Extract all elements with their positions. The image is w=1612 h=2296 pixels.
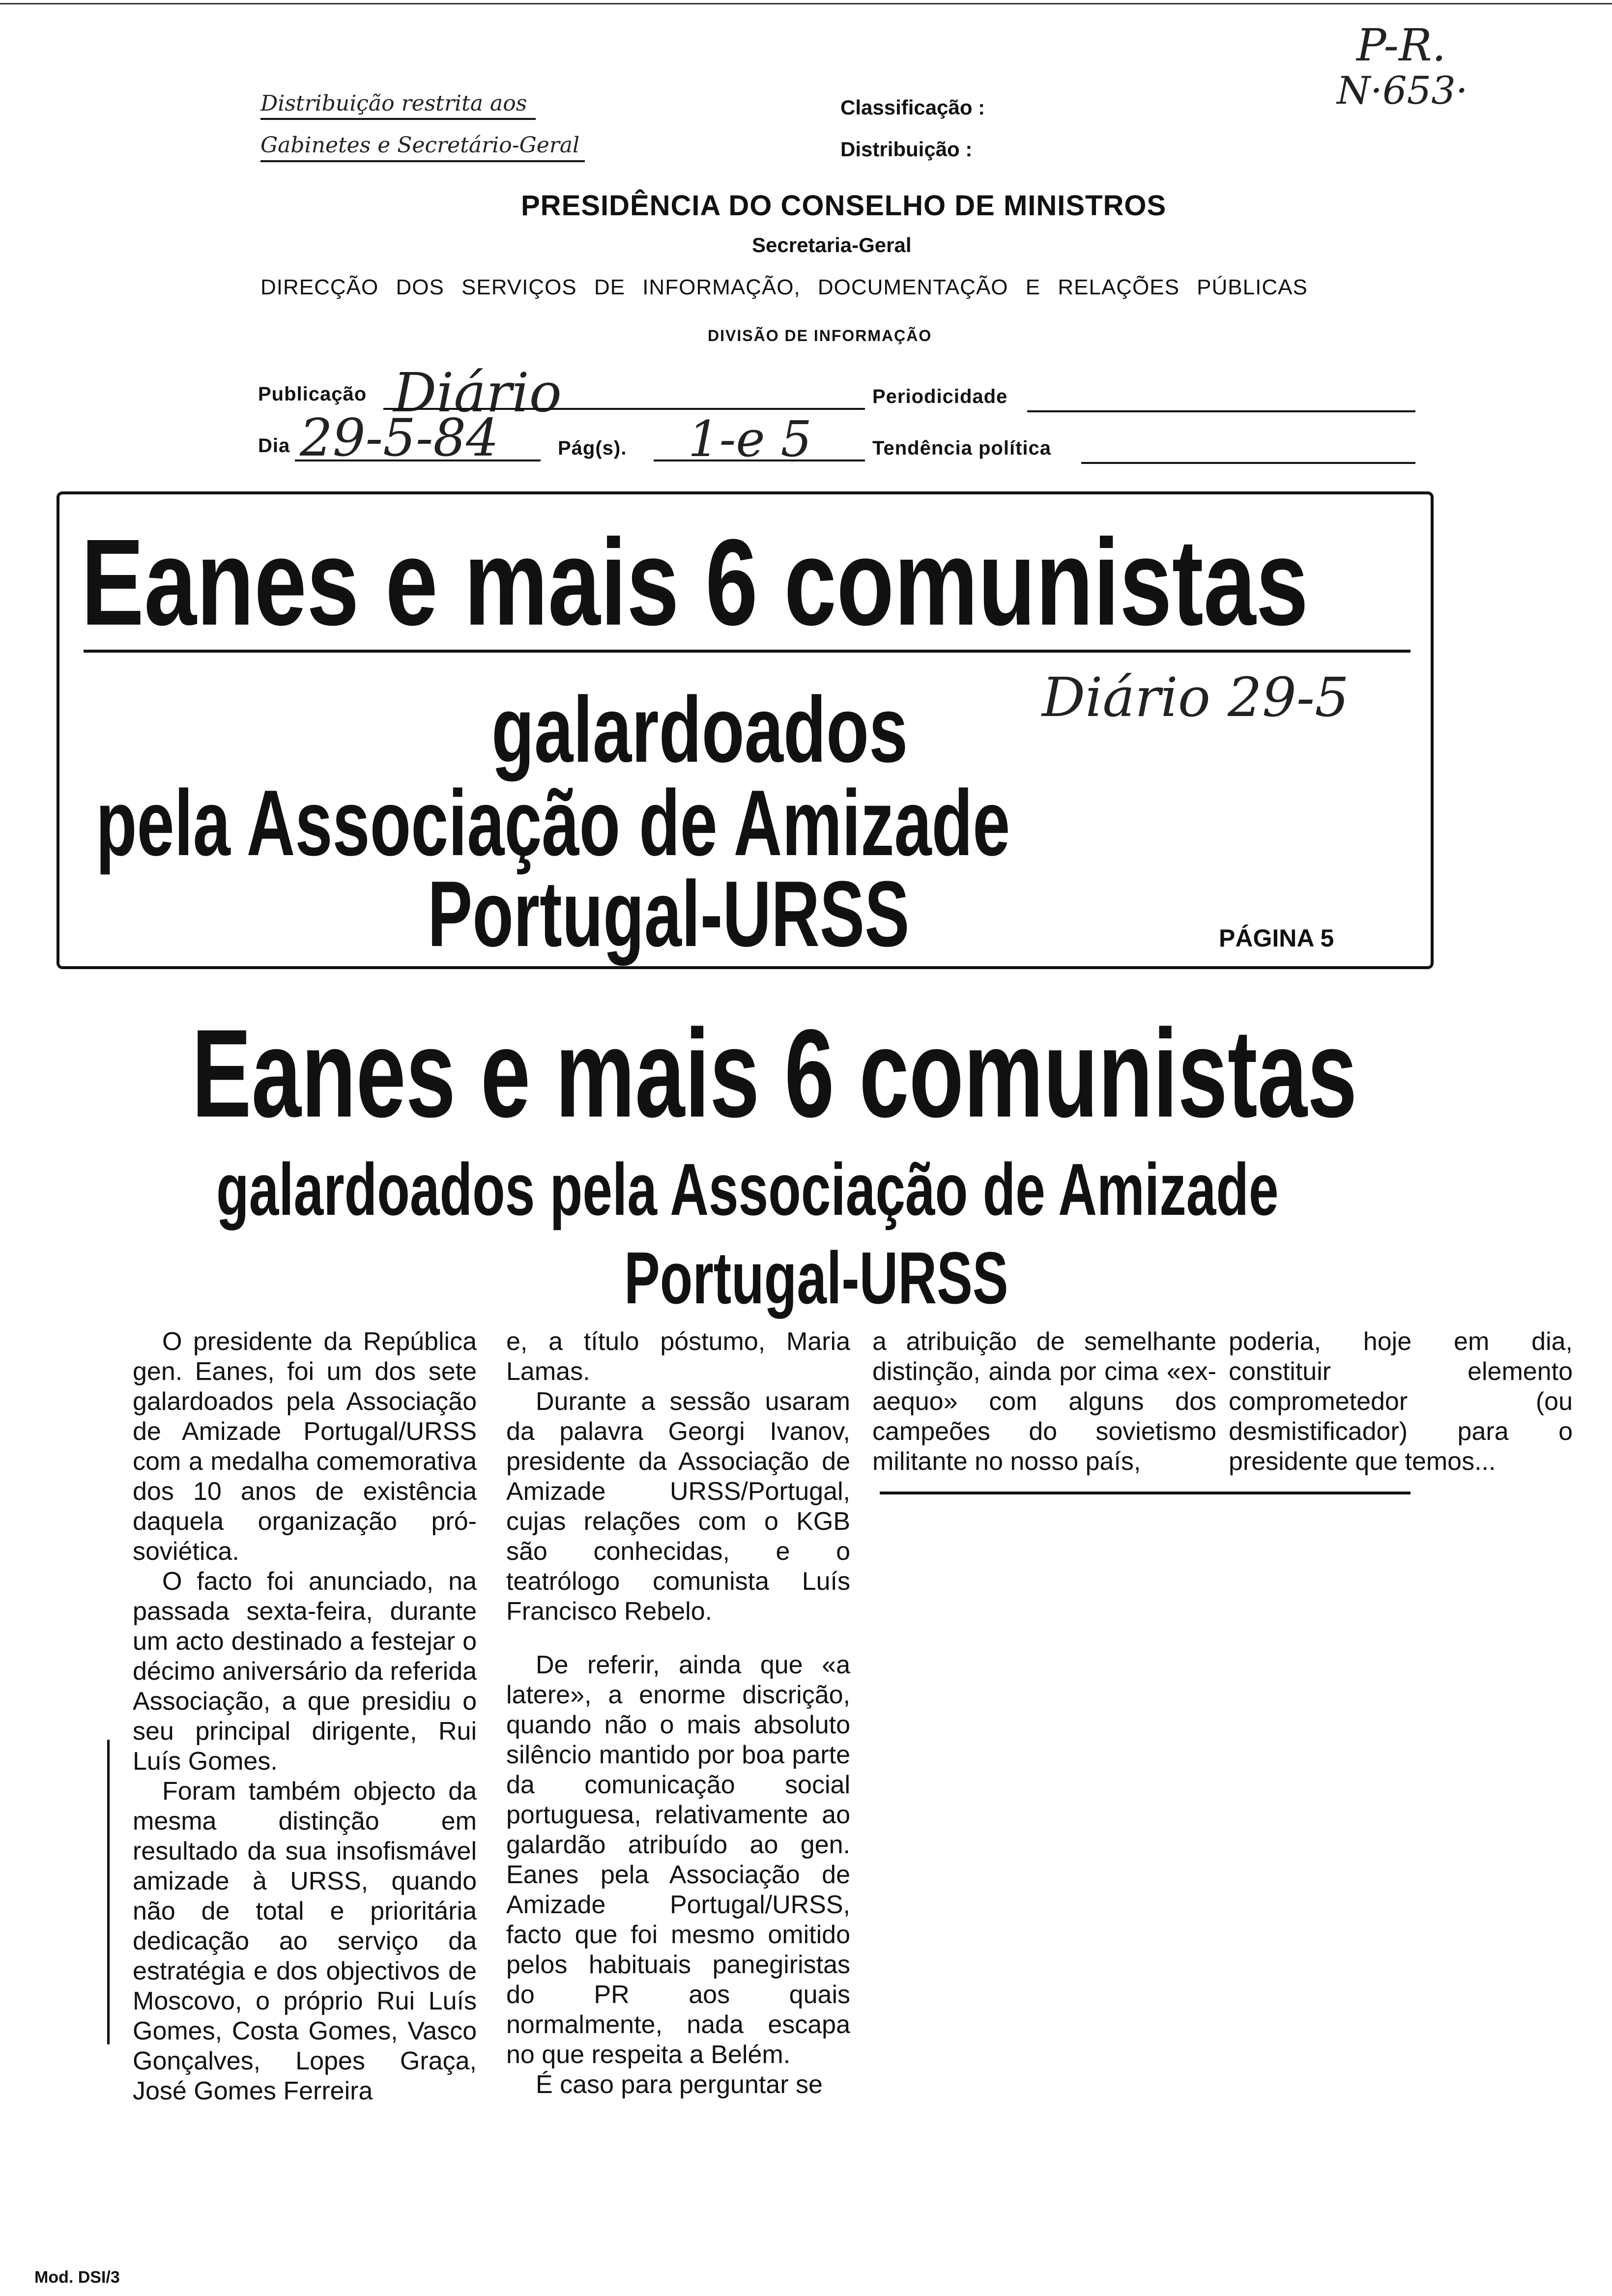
dia-underline [295, 459, 541, 461]
article-end-rule [880, 1492, 1410, 1494]
periodicidade-underline [1027, 410, 1415, 412]
dia-label: Dia [258, 435, 290, 457]
divisao-line: DIVISÃO DE INFORMAÇÃO [708, 327, 932, 344]
main-headline-2-text: galardoados pela Associação de Amizade [216, 1148, 1279, 1231]
pags-underline [654, 459, 865, 461]
handwritten-ref-1: P-R. [1356, 20, 1446, 71]
publicacao-value: Diário [393, 361, 562, 424]
article-paragraph: e, a título póstumo, Maria Lamas. [506, 1327, 850, 1386]
article-paragraph: O presidente da República gen. Eanes, foi um dos sete galardoados pela Associação de Amizade Portugal/URSS com a medalha comemorativa dos 10 anos de existência daquela organização pró-soviética. [133, 1327, 477, 1566]
article-paragraph: a atribuição de semelhante distinção, ainda por cima «ex-aequo» com alguns dos campeões do sovietismo militante no nosso país, [872, 1327, 1216, 1476]
article-paragraph: O facto foi anunciado, na passada sexta-feira, durante um acto destinado a festejar o décimo aniversário da referida Associação, a que presidiu o seu principal dirigente, Rui Luís Gomes. [133, 1567, 477, 1776]
direccao-line: DIRECÇÃO DOS SERVIÇOS DE INFORMAÇÃO, DOCUMENTAÇÃO E RELAÇÕES PÚBLICAS [260, 275, 1308, 299]
clipping-top-rule [84, 650, 1410, 653]
dia-value: 29-5-84 [300, 408, 499, 468]
pags-value: 1-e 5 [688, 410, 812, 468]
tendencia-label: Tendência política [872, 437, 1051, 459]
margin-mark [107, 1740, 110, 2044]
main-headline-1 [192, 1003, 1612, 1145]
clipping-top-headline-2-text: galardoados [491, 678, 908, 782]
publicacao-label: Publicação [258, 383, 367, 405]
clipping-top-headline-1 [81, 514, 1612, 661]
article-column-3 [872, 1327, 1216, 1477]
classificacao-label: Classificação : [840, 96, 985, 119]
clipping-top-headline-3-text: pela Associação de Amizade [96, 771, 1010, 875]
top-rule [0, 3, 1612, 4]
article-paragraph: Foram também objecto da mesma distinção em resultado da sua insofismável amizade à URSS, quando não de total e prioritária dedicação ao serviço da estratégia e dos objectivos de Moscovo, o próprio Rui Luís Gomes, Costa Gomes, Vasco Gonçalves, Lopes Graça, José Gomes Ferreira [133, 1777, 477, 2105]
article-paragraph: De referir, ainda que «a latere», a enorme discrição, quando não o mais absoluto silêncio mantido por boa parte da comunicação social portuguesa, relativamente ao galardão atribuído ao gen. Eanes pela Associação de Amizade Portugal/URSS, facto que foi mesmo omitido pelos habituais panegiristas do PR aos quais normalmente, nada escapa no que respeita a Belém. [506, 1651, 850, 2069]
clipping-top-handwritten-note: Diário 29-5 [1042, 666, 1350, 729]
main-headline-3 [624, 1236, 1152, 1320]
clipping-top-headline-4 [428, 862, 1097, 966]
clipping-top-headline-4-text: Portugal-URSS [428, 862, 910, 966]
restricted-underline-2 [260, 160, 585, 162]
restricted-line-1: Distribuição restrita aos [260, 91, 527, 116]
pags-label: Pág(s). [558, 437, 627, 459]
clipping-top-headline-1-text: Eanes e mais 6 comunistas [81, 514, 1309, 651]
clipping-top-page-ref: PÁGINA 5 [1219, 924, 1334, 952]
org-subtitle: Secretaria-Geral [752, 233, 912, 257]
form-code: Mod. DSI/3 [34, 2268, 120, 2287]
org-title: PRESIDÊNCIA DO CONSELHO DE MINISTROS [521, 190, 1167, 222]
article-paragraph: É caso para perguntar se [536, 2070, 823, 2099]
restricted-line-2: Gabinetes e Secretário-Geral [260, 133, 580, 158]
article-paragraph: poderia, hoje em dia, constituir elemento comprometedor (ou desmistificador) para o presidente que temos... [1229, 1327, 1573, 1476]
periodicidade-label: Periodicidade [872, 386, 1008, 407]
clipping-top-headline-2 [491, 678, 1047, 781]
distribuicao-label: Distribuição : [840, 138, 973, 161]
clipping-top-headline-3 [96, 772, 1366, 875]
article-paragraph: Durante a sessão usaram da palavra Georgi Ivanov, presidente da Associação de Amizade URSS/Portugal, cujas relações com o KGB são conhecidas, e o teatrólogo comunista Luís Francisco Rebelo. [506, 1387, 850, 1626]
article-column-4 [1229, 1327, 1573, 1477]
main-headline-3-text: Portugal-URSS [624, 1236, 1008, 1319]
article-column-1 [133, 1327, 477, 2106]
article-column-2 [506, 1327, 850, 2100]
restricted-underline-1 [260, 118, 536, 120]
handwritten-ref-2: N·653· [1337, 69, 1468, 113]
main-headline-1-text: Eanes e mais 6 comunistas [192, 1004, 1357, 1144]
tendencia-underline [1081, 462, 1415, 464]
main-headline-2 [216, 1148, 1612, 1231]
